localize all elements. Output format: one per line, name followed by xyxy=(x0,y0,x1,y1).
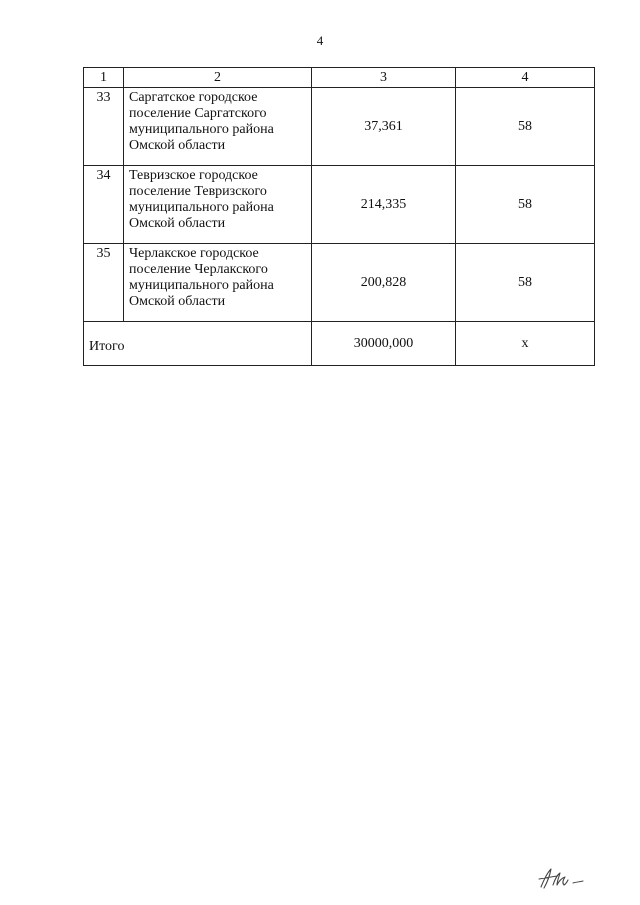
settlement-name-line: муниципального района xyxy=(129,200,274,215)
row-number-cell: 34 xyxy=(84,166,124,244)
total-mark-cell: х xyxy=(456,322,595,366)
settlement-name-line: Тевризское городское xyxy=(129,168,258,183)
settlement-name-line: поселение Тевризского xyxy=(129,184,267,199)
settlement-name-line: Омской области xyxy=(129,138,226,153)
settlement-name-line: Черлакское городское xyxy=(129,246,259,261)
settlement-name-cell xyxy=(124,244,312,322)
handwritten-signature xyxy=(535,865,587,893)
settlement-name-line: Саргатское городское xyxy=(129,90,258,105)
count-cell: 58 xyxy=(456,244,595,322)
column-number-3: 3 xyxy=(312,68,456,88)
table-row xyxy=(84,166,595,244)
settlement-name-line: муниципального района xyxy=(129,122,274,137)
settlement-name-line: поселение Черлакского xyxy=(129,262,268,277)
column-number-1: 1 xyxy=(84,68,124,88)
row-number-cell: 33 xyxy=(84,88,124,166)
amount-cell: 214,335 xyxy=(312,166,456,244)
row-number-cell: 35 xyxy=(84,244,124,322)
count-cell: 58 xyxy=(456,88,595,166)
column-number-2: 2 xyxy=(124,68,312,88)
count-cell: 58 xyxy=(456,166,595,244)
settlement-name-cell xyxy=(124,166,312,244)
table-header-row xyxy=(84,68,595,88)
settlement-name-line: Омской области xyxy=(129,216,226,231)
total-amount-cell: 30000,000 xyxy=(312,322,456,366)
settlement-name-line: муниципального района xyxy=(129,278,274,293)
settlement-name-cell xyxy=(124,88,312,166)
settlement-name-line: Омской области xyxy=(129,294,226,309)
allocation-table xyxy=(83,67,595,366)
amount-cell: 200,828 xyxy=(312,244,456,322)
total-row xyxy=(84,322,595,366)
table-row xyxy=(84,88,595,166)
amount-cell: 37,361 xyxy=(312,88,456,166)
column-number-4: 4 xyxy=(456,68,595,88)
total-label: Итого xyxy=(84,322,312,366)
page-number: 4 xyxy=(316,33,324,48)
settlement-name-line: поселение Саргатского xyxy=(129,106,267,121)
table-row xyxy=(84,244,595,322)
